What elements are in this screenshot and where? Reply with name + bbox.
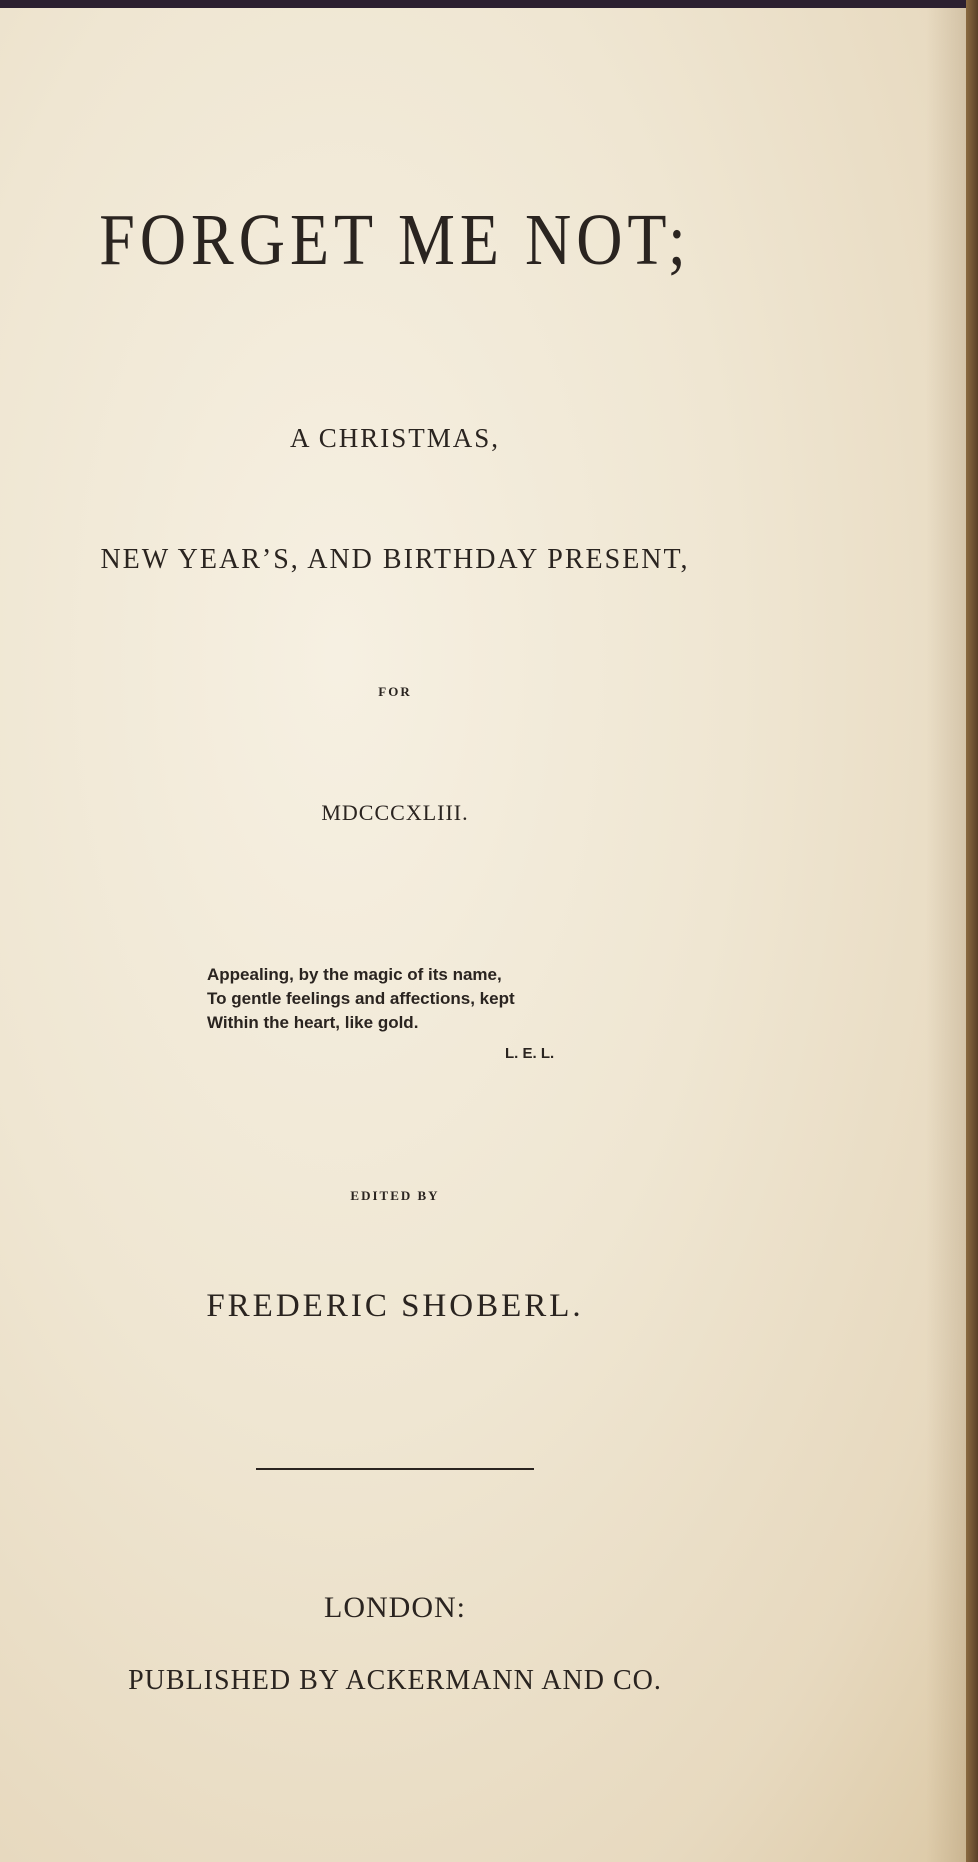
epigraph-line: Within the heart, like gold.	[207, 1013, 419, 1032]
epigraph	[207, 963, 515, 1035]
epigraph-line: Appealing, by the magic of its name,	[207, 965, 502, 984]
book-title: FORGET ME NOT;	[99, 198, 691, 281]
for-label: FOR	[378, 684, 412, 699]
publication-year: MDCCCXLIII.	[321, 800, 469, 825]
book-edge-right	[966, 0, 978, 1862]
edited-by-label: EDITED BY	[350, 1188, 440, 1203]
epigraph-line: To gentle feelings and affections, kept	[207, 989, 515, 1008]
title-page	[0, 8, 966, 1862]
editor-name: FREDERIC SHOBERL.	[206, 1288, 584, 1324]
publisher-line: PUBLISHED BY ACKERMANN AND CO.	[128, 1665, 662, 1696]
subtitle-line-1: A CHRISTMAS,	[289, 423, 501, 453]
publication-city: LONDON:	[324, 1591, 466, 1624]
subtitle-line-2: NEW YEAR’S, AND BIRTHDAY PRESENT,	[100, 544, 690, 575]
divider-rule	[256, 1468, 534, 1470]
epigraph-attribution: L. E. L.	[505, 1045, 555, 1062]
